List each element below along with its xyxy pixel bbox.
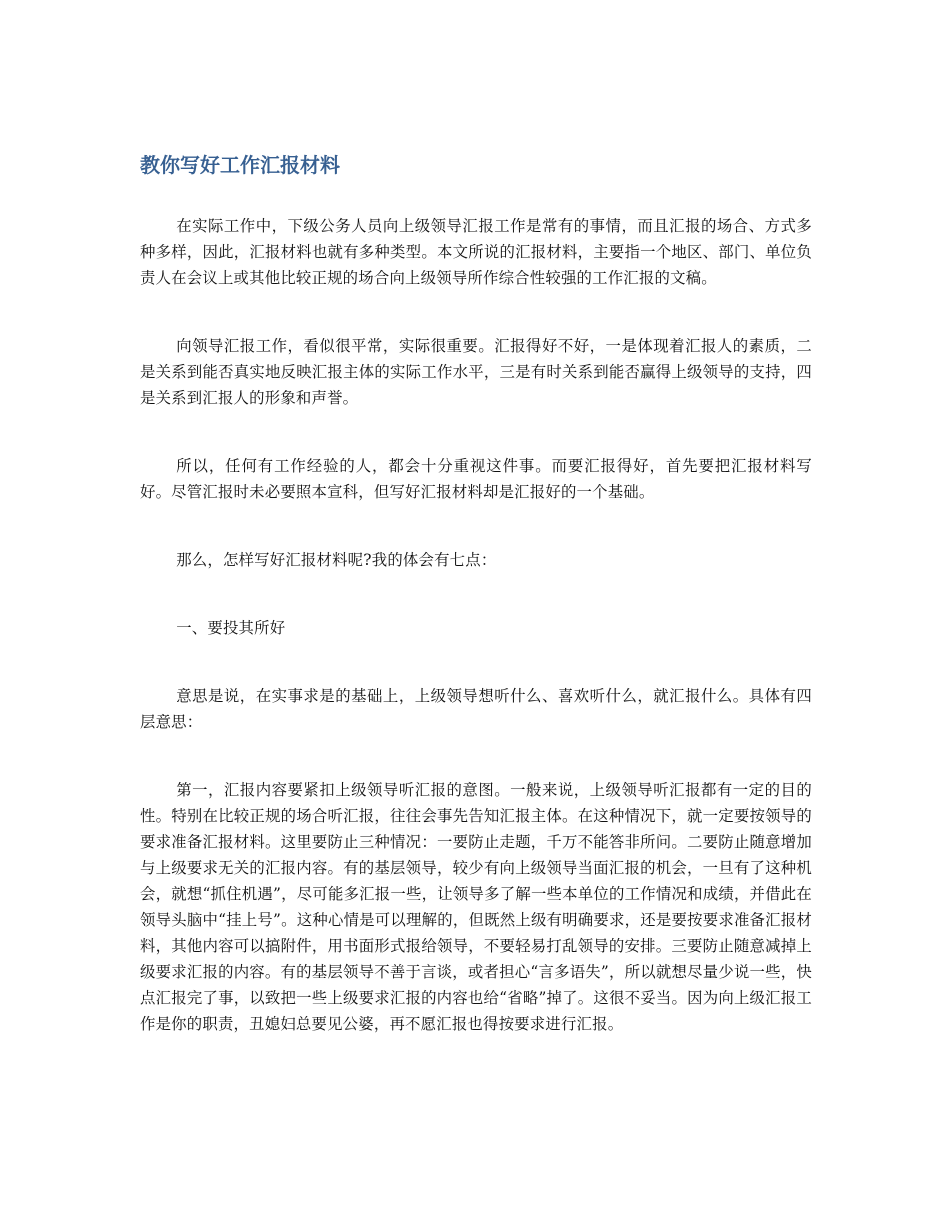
document-title: 教你写好工作汇报材料 bbox=[140, 153, 340, 177]
paragraph-importance: 向领导汇报工作，看似很平常，实际很重要。汇报得好不好，一是体现着汇报人的素质，二是关系到能否真实地反映汇报主体的实际工作水平，三是有时关系到能否赢得上级领导的支持，四是关系到汇报人的形象和声誉。 bbox=[140, 337, 812, 407]
paragraph-intro: 在实际工作中，下级公务人员向上级领导汇报工作是常有的事情，而且汇报的场合、方式多种多样，因此，汇报材料也就有多种类型。本文所说的汇报材料，主要指一个地区、部门、单位负责人在会议上或其他比较正规的场合向上级领导所作综合性较强的工作汇报的文稿。 bbox=[140, 217, 812, 287]
document-body bbox=[140, 150, 812, 1079]
paragraph-foundation: 所以，任何有工作经验的人，都会十分重视这件事。而要汇报得好，首先要把汇报材料写好。尽管汇报时未必要照本宣科，但写好汇报材料却是汇报好的一个基础。 bbox=[140, 457, 812, 501]
paragraph-seven-points: 那么，怎样写好汇报材料呢?我的体会有七点： bbox=[176, 551, 497, 569]
section-heading-1: 一、要投其所好 bbox=[176, 619, 286, 637]
paragraph-first-point: 第一，汇报内容要紧扣上级领导听汇报的意图。一般来说，上级领导听汇报都有一定的目的性。特别在比较正规的场合听汇报，往往会事先告知汇报主体。在这种情况下，就一定要按领导的要求准备汇报材料。这里要防止三种情况：一要防止走题，千万不能答非所问。二要防止随意增加与上级要求无关的汇报内容。有的基层领导，较少有向上级领导当面汇报的机会，一旦有了这种机会，就想“抓住机遇”，尽可能多汇报一些，让领导多了解一些本单位的工作情况和成绩，并借此在领导头脑中“挂上号”。这种心情是可以理解的，但既然上级有明确要求，还是要按要求准备汇报材料，其他内容可以搞附件，用书面形式报给领导，不要轻易打乱领导的安排。三要防止随意减掉上级要求汇报的内容。有的基层领导不善于言谈，或者担心“言多语失”，所以就想尽量少说一些，快点汇报完了事，以致把一些上级要求汇报的内容也给“省略”掉了。这很不妥当。因为向上级汇报工作是你的职责，丑媳妇总要见公婆，再不愿汇报也得按要求进行汇报。 bbox=[140, 781, 812, 1033]
paragraph-meaning: 意思是说，在实事求是的基础上，上级领导想听什么、喜欢听什么，就汇报什么。具体有四层意思： bbox=[140, 687, 812, 731]
